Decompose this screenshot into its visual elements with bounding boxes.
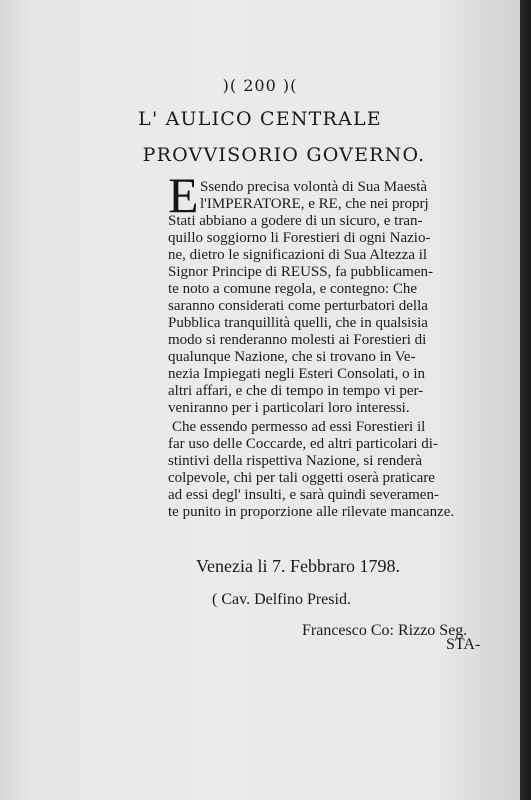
paragraph-1-line: qualunque Nazione, che si trovano in Ve-	[168, 349, 416, 365]
paragraph-1-line: Signor Principe di REUSS, fa pubblicamen-	[168, 264, 433, 280]
paragraph-2	[168, 419, 498, 521]
paragraph-2-line: stintivi della rispettiva Nazione, si renderà	[168, 453, 423, 469]
paragraph-1-line: quillo soggiorno li Forestieri di ogni Nazio-	[168, 230, 431, 246]
paragraph-1-line: saranno considerati come perturbatori della	[168, 298, 428, 314]
paragraph-1-line: altri affari, e che di tempo in tempo vi per-	[168, 383, 424, 399]
page-edge-shadow	[520, 0, 531, 800]
paragraph-1-line: ne, dietro le significazioni di Sua Altezza il	[168, 247, 428, 263]
paragraph-2-line: Che essendo permesso ad essi Forestieri il	[172, 419, 426, 435]
paragraph-1-line: nezia Impiegati negli Esteri Consolati, o in	[168, 366, 426, 382]
paragraph-1-line: Stati abbiano a godere di un sicuro, e tran-	[168, 213, 423, 229]
paragraph-1	[168, 179, 498, 417]
decree-body	[168, 179, 498, 521]
paragraph-1-line: Pubblica tranquillità quelli, che in qualsisia	[168, 315, 428, 331]
drop-cap: E	[168, 167, 199, 223]
paragraph-1-line: veniranno per i particolari loro interessi.	[168, 400, 410, 416]
paragraph-1-line: te noto a comune regola, e contegno: Che	[168, 281, 418, 297]
catchword: STA-	[446, 636, 481, 653]
paragraph-2-line: colpevole, chi per tali oggetti oserà praticare	[168, 470, 435, 486]
paragraph-1-line: Ssendo precisa volontà di Sua Maestà	[200, 179, 428, 195]
paragraph-2-line: ad essi degl' insulti, e sarà quindi severamen-	[168, 487, 439, 503]
signature-secretary: Francesco Co: Rizzo Seg.	[302, 622, 468, 639]
paragraph-1-line: modo si renderanno molesti ai Forestieri di	[168, 332, 427, 348]
title-line-1: L' AULICO CENTRALE	[138, 108, 382, 130]
paragraph-1-line: l'IMPERATORE, e RE, che nei proprj	[200, 196, 429, 212]
paragraph-2-line: far uso delle Coccarde, ed altri particolari di-	[168, 436, 438, 452]
title-line-2: PROVVISORIO GOVERNO.	[142, 144, 426, 166]
date-line: Venezia li 7. Febbraro 1798.	[196, 556, 400, 576]
signature-president: ( Cav. Delfino Presid.	[212, 591, 351, 608]
page-number: )( 200 )(	[222, 76, 298, 95]
paragraph-2-line: te punito in proporzione alle rilevate mancanze.	[168, 504, 455, 520]
